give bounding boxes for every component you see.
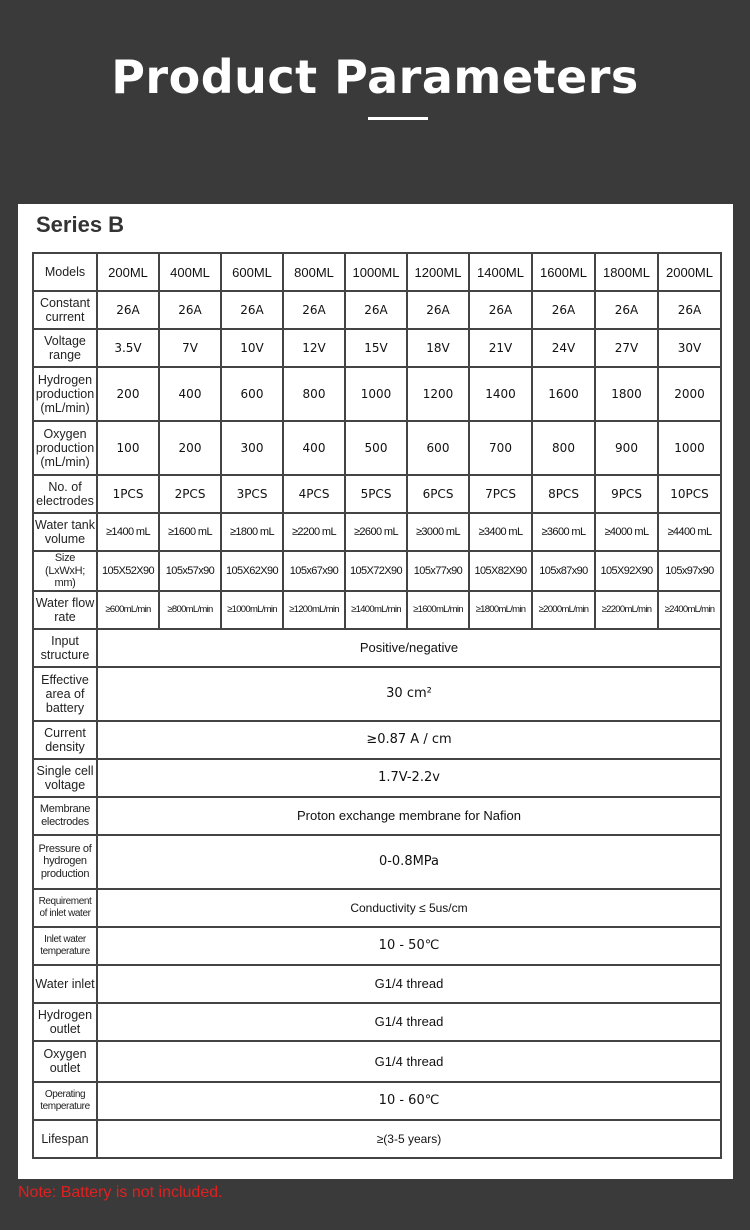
hydrogen-outlet-row [33, 1003, 721, 1041]
row-label: Requirement of inlet water [33, 889, 97, 927]
membrane-electrodes-row [33, 797, 721, 835]
row-label: Input structure [33, 629, 97, 667]
electrodes-row [33, 475, 721, 513]
value-cell: 1600 [532, 367, 595, 421]
value-cell: 105x97x90 [658, 551, 721, 591]
row-label: Pressure of hydrogen production [33, 835, 97, 889]
constant-current-row [33, 291, 721, 329]
value-cell: G1/4 thread [97, 965, 721, 1003]
value-cell: 200 [159, 421, 221, 475]
value-cell: 4PCS [283, 475, 345, 513]
row-label: Effective area of battery [33, 667, 97, 721]
value-cell: 8PCS [532, 475, 595, 513]
model-cell: 800ML [283, 253, 345, 291]
value-cell: 500 [345, 421, 407, 475]
value-cell: ≥2200mL/min [595, 591, 658, 629]
value-cell: 30V [658, 329, 721, 367]
value-cell: 1400 [469, 367, 532, 421]
value-cell: 3.5V [97, 329, 159, 367]
value-cell: 105X72X90 [345, 551, 407, 591]
model-cell: 200ML [97, 253, 159, 291]
value-cell: ≥1400mL/min [345, 591, 407, 629]
water-tank-row [33, 513, 721, 551]
value-cell: 24V [532, 329, 595, 367]
value-cell: 105x77x90 [407, 551, 469, 591]
model-cell: 1200ML [407, 253, 469, 291]
value-cell: 26A [159, 291, 221, 329]
row-label: Lifespan [33, 1120, 97, 1158]
pressure-row [33, 835, 721, 889]
value-cell: 105X82X90 [469, 551, 532, 591]
value-cell: 10PCS [658, 475, 721, 513]
value-cell: 1000 [345, 367, 407, 421]
value-cell: 26A [658, 291, 721, 329]
value-cell: 10 - 60℃ [97, 1082, 721, 1120]
value-cell: 26A [283, 291, 345, 329]
value-cell: 0-0.8MPa [97, 835, 721, 889]
row-label: Membrane electrodes [33, 797, 97, 835]
value-cell: 26A [97, 291, 159, 329]
value-cell: 105X92X90 [595, 551, 658, 591]
row-label: Water flow rate [33, 591, 97, 629]
value-cell: 1000 [658, 421, 721, 475]
value-cell: 105x57x90 [159, 551, 221, 591]
value-cell: ≥3000 mL [407, 513, 469, 551]
single-cell-voltage-row [33, 759, 721, 797]
value-cell: ≥0.87 A / cm [97, 721, 721, 759]
value-cell: 105X62X90 [221, 551, 283, 591]
series-heading: Series B [36, 212, 125, 237]
value-cell: 7PCS [469, 475, 532, 513]
value-cell: ≥2600 mL [345, 513, 407, 551]
value-cell: 26A [532, 291, 595, 329]
row-label: Water inlet [33, 965, 97, 1003]
value-cell: 1800 [595, 367, 658, 421]
value-cell: 105x87x90 [532, 551, 595, 591]
value-cell: 27V [595, 329, 658, 367]
value-cell: ≥2400mL/min [658, 591, 721, 629]
row-label: Hydrogen outlet [33, 1003, 97, 1041]
value-cell: 6PCS [407, 475, 469, 513]
row-label: Water tank volume [33, 513, 97, 551]
value-cell: 400 [283, 421, 345, 475]
value-cell: 30 cm² [97, 667, 721, 721]
value-cell: 10 - 50℃ [97, 927, 721, 965]
value-cell: 26A [595, 291, 658, 329]
value-cell: ≥2000mL/min [532, 591, 595, 629]
value-cell: ≥3600 mL [532, 513, 595, 551]
title-underline [368, 117, 428, 120]
value-cell: 12V [283, 329, 345, 367]
model-cell: 2000ML [658, 253, 721, 291]
value-cell: 600 [221, 367, 283, 421]
water-inlet-row [33, 965, 721, 1003]
value-cell: Positive/negative [97, 629, 721, 667]
value-cell: 200 [97, 367, 159, 421]
inlet-water-requirement-row [33, 889, 721, 927]
value-cell: ≥1400 mL [97, 513, 159, 551]
value-cell: 9PCS [595, 475, 658, 513]
value-cell: 1PCS [97, 475, 159, 513]
value-cell: 1200 [407, 367, 469, 421]
row-label: Current density [33, 721, 97, 759]
input-structure-row [33, 629, 721, 667]
value-cell: 600 [407, 421, 469, 475]
oxygen-outlet-row [33, 1041, 721, 1082]
value-cell: 300 [221, 421, 283, 475]
value-cell: ≥1600mL/min [407, 591, 469, 629]
effective-area-row [33, 667, 721, 721]
value-cell: 10V [221, 329, 283, 367]
value-cell: 2PCS [159, 475, 221, 513]
oxygen-production-row [33, 421, 721, 475]
current-density-row [33, 721, 721, 759]
row-label: Voltage range [33, 329, 97, 367]
operating-temperature-row [33, 1082, 721, 1120]
value-cell: ≥(3-5 years) [97, 1120, 721, 1158]
parameters-card [18, 204, 733, 1179]
row-label: No. of electrodes [33, 475, 97, 513]
row-label: Oxygen production (mL/min) [33, 421, 97, 475]
value-cell: 2000 [658, 367, 721, 421]
value-cell: 15V [345, 329, 407, 367]
value-cell: 26A [407, 291, 469, 329]
model-cell: 1800ML [595, 253, 658, 291]
size-row [33, 551, 721, 591]
value-cell: 400 [159, 367, 221, 421]
row-label: Constant current [33, 291, 97, 329]
value-cell: G1/4 thread [97, 1003, 721, 1041]
value-cell: ≥4000 mL [595, 513, 658, 551]
row-label: Hydrogen production (mL/min) [33, 367, 97, 421]
battery-note: Note: Battery is not included. [18, 1184, 223, 1201]
value-cell: 700 [469, 421, 532, 475]
value-cell: 18V [407, 329, 469, 367]
value-cell: ≥600mL/min [97, 591, 159, 629]
model-cell: 1400ML [469, 253, 532, 291]
models-row [33, 253, 721, 291]
page-title: Product Parameters [111, 50, 639, 104]
value-cell: 26A [469, 291, 532, 329]
value-cell: 100 [97, 421, 159, 475]
value-cell: 900 [595, 421, 658, 475]
value-cell: 800 [283, 367, 345, 421]
model-cell: 1600ML [532, 253, 595, 291]
value-cell: ≥1000mL/min [221, 591, 283, 629]
value-cell: ≥4400 mL [658, 513, 721, 551]
spec-table [32, 252, 722, 1159]
value-cell: 1.7V-2.2v [97, 759, 721, 797]
model-cell: 600ML [221, 253, 283, 291]
value-cell: 7V [159, 329, 221, 367]
row-label: Models [33, 253, 97, 291]
model-cell: 1000ML [345, 253, 407, 291]
row-label: Operating temperature [33, 1082, 97, 1120]
value-cell: ≥1600 mL [159, 513, 221, 551]
value-cell: 105x67x90 [283, 551, 345, 591]
value-cell: Proton exchange membrane for Nafion [97, 797, 721, 835]
value-cell: 26A [345, 291, 407, 329]
inlet-water-temperature-row [33, 927, 721, 965]
value-cell: 5PCS [345, 475, 407, 513]
value-cell: ≥3400 mL [469, 513, 532, 551]
lifespan-row [33, 1120, 721, 1158]
water-flow-row [33, 591, 721, 629]
value-cell: ≥1800 mL [221, 513, 283, 551]
row-label: Oxygen outlet [33, 1041, 97, 1082]
value-cell: ≥800mL/min [159, 591, 221, 629]
value-cell: 105X52X90 [97, 551, 159, 591]
value-cell: ≥1200mL/min [283, 591, 345, 629]
value-cell: Conductivity ≤ 5us/cm [97, 889, 721, 927]
voltage-range-row [33, 329, 721, 367]
value-cell: 3PCS [221, 475, 283, 513]
value-cell: 21V [469, 329, 532, 367]
row-label: Inlet water temperature [33, 927, 97, 965]
value-cell: G1/4 thread [97, 1041, 721, 1082]
hydrogen-production-row [33, 367, 721, 421]
value-cell: 800 [532, 421, 595, 475]
value-cell: 26A [221, 291, 283, 329]
value-cell: ≥2200 mL [283, 513, 345, 551]
row-label: Single cell voltage [33, 759, 97, 797]
model-cell: 400ML [159, 253, 221, 291]
value-cell: ≥1800mL/min [469, 591, 532, 629]
row-label: Size (LxWxH; mm) [33, 551, 97, 591]
